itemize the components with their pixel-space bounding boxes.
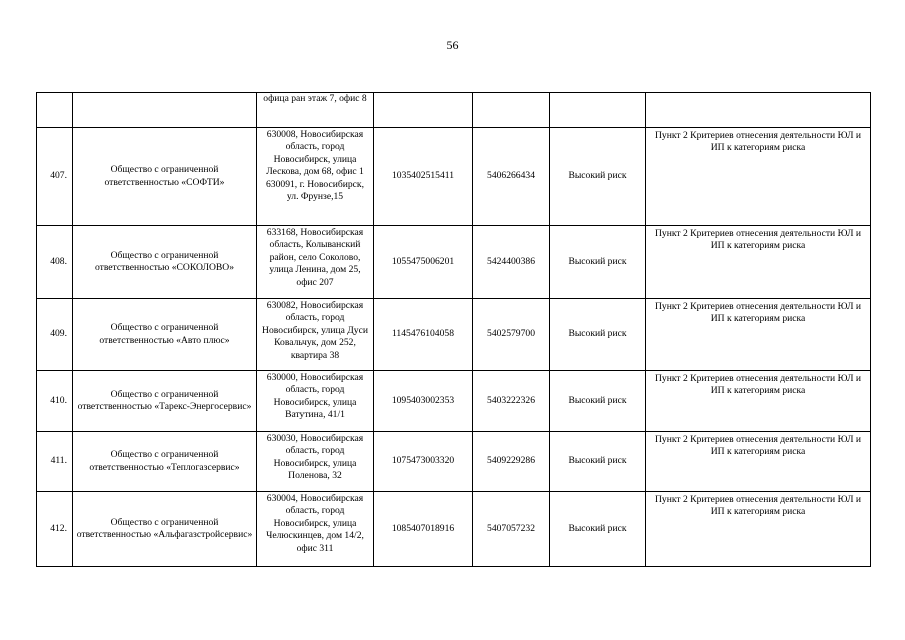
cell-address: 630030, Новосибирская область, город Новосибирск, улица Поленова, 32 bbox=[257, 432, 374, 492]
cell-criteria: Пункт 2 Критериев отнесения деятельности ЮЛ и ИП к категориям риска bbox=[646, 299, 871, 371]
cell-num bbox=[37, 93, 73, 128]
cell-address: 630082, Новосибирская область, город Новосибирск, улица Дуси Ковальчук, дом 252, квартира 38 bbox=[257, 299, 374, 371]
cell-inn: 5424400386 bbox=[473, 226, 550, 299]
cell-risk: Высокий риск bbox=[550, 371, 646, 432]
cell-risk: Высокий риск bbox=[550, 128, 646, 226]
cell-criteria: Пункт 2 Критериев отнесения деятельности ЮЛ и ИП к категориям риска bbox=[646, 432, 871, 492]
cell-num: 411. bbox=[37, 432, 73, 492]
cell-risk: Высокий риск bbox=[550, 432, 646, 492]
cell-address: офица ран этаж 7, офис 8 bbox=[257, 93, 374, 128]
cell-criteria: Пункт 2 Критериев отнесения деятельности ЮЛ и ИП к категориям риска bbox=[646, 371, 871, 432]
cell-inn: 5407057232 bbox=[473, 492, 550, 567]
table-row bbox=[37, 432, 871, 492]
cell-ogrn: 1145476104058 bbox=[374, 299, 473, 371]
cell-address: 633168, Новосибирская область, Колыванский район, село Соколово, улица Ленина, дом 25, офис 207 bbox=[257, 226, 374, 299]
cell-num: 409. bbox=[37, 299, 73, 371]
cell-num: 407. bbox=[37, 128, 73, 226]
table-row bbox=[37, 128, 871, 226]
cell-ogrn: 1095403002353 bbox=[374, 371, 473, 432]
cell-ogrn: 1075473003320 bbox=[374, 432, 473, 492]
cell-criteria: Пункт 2 Критериев отнесения деятельности ЮЛ и ИП к категориям риска bbox=[646, 226, 871, 299]
cell-risk: Высокий риск bbox=[550, 226, 646, 299]
table-row bbox=[37, 226, 871, 299]
cell-address: 630008, Новосибирская область, город Новосибирск, улица Лескова, дом 68, офис 1 630091, г. Новосибирск, ул. Фрунзе,15 bbox=[257, 128, 374, 226]
cell-criteria bbox=[646, 93, 871, 128]
cell-risk: Высокий риск bbox=[550, 492, 646, 567]
table-row-continuation bbox=[37, 93, 871, 128]
cell-ogrn: 1085407018916 bbox=[374, 492, 473, 567]
cell-name: Общество с ограниченной ответственностью «Альфагазстройсервис» bbox=[73, 492, 257, 567]
cell-address: 630000, Новосибирская область, город Новосибирск, улица Ватутина, 41/1 bbox=[257, 371, 374, 432]
cell-ogrn: 1055475006201 bbox=[374, 226, 473, 299]
cell-name: Общество с ограниченной ответственностью «Теплогазсервис» bbox=[73, 432, 257, 492]
cell-criteria: Пункт 2 Критериев отнесения деятельности ЮЛ и ИП к категориям риска bbox=[646, 492, 871, 567]
cell-num: 412. bbox=[37, 492, 73, 567]
cell-risk bbox=[550, 93, 646, 128]
cell-name: Общество с ограниченной ответственностью «СОКОЛОВО» bbox=[73, 226, 257, 299]
cell-name bbox=[73, 93, 257, 128]
cell-criteria: Пункт 2 Критериев отнесения деятельности ЮЛ и ИП к категориям риска bbox=[646, 128, 871, 226]
cell-inn: 5403222326 bbox=[473, 371, 550, 432]
cell-inn: 5402579700 bbox=[473, 299, 550, 371]
cell-num: 410. bbox=[37, 371, 73, 432]
cell-name: Общество с ограниченной ответственностью «СОФТИ» bbox=[73, 128, 257, 226]
cell-num: 408. bbox=[37, 226, 73, 299]
registry-table bbox=[36, 92, 871, 567]
cell-ogrn: 1035402515411 bbox=[374, 128, 473, 226]
cell-inn: 5409229286 bbox=[473, 432, 550, 492]
cell-name: Общество с ограниченной ответственностью «Тарекс-Энергосервис» bbox=[73, 371, 257, 432]
cell-name: Общество с ограниченной ответственностью «Авто плюс» bbox=[73, 299, 257, 371]
table-row bbox=[37, 492, 871, 567]
cell-inn bbox=[473, 93, 550, 128]
cell-risk: Высокий риск bbox=[550, 299, 646, 371]
cell-address: 630004, Новосибирская область, город Новосибирск, улица Челюскинцев, дом 14/2, офис 311 bbox=[257, 492, 374, 567]
table-row bbox=[37, 371, 871, 432]
table-row bbox=[37, 299, 871, 371]
page-number: 56 bbox=[446, 38, 459, 52]
cell-inn: 5406266434 bbox=[473, 128, 550, 226]
cell-ogrn bbox=[374, 93, 473, 128]
